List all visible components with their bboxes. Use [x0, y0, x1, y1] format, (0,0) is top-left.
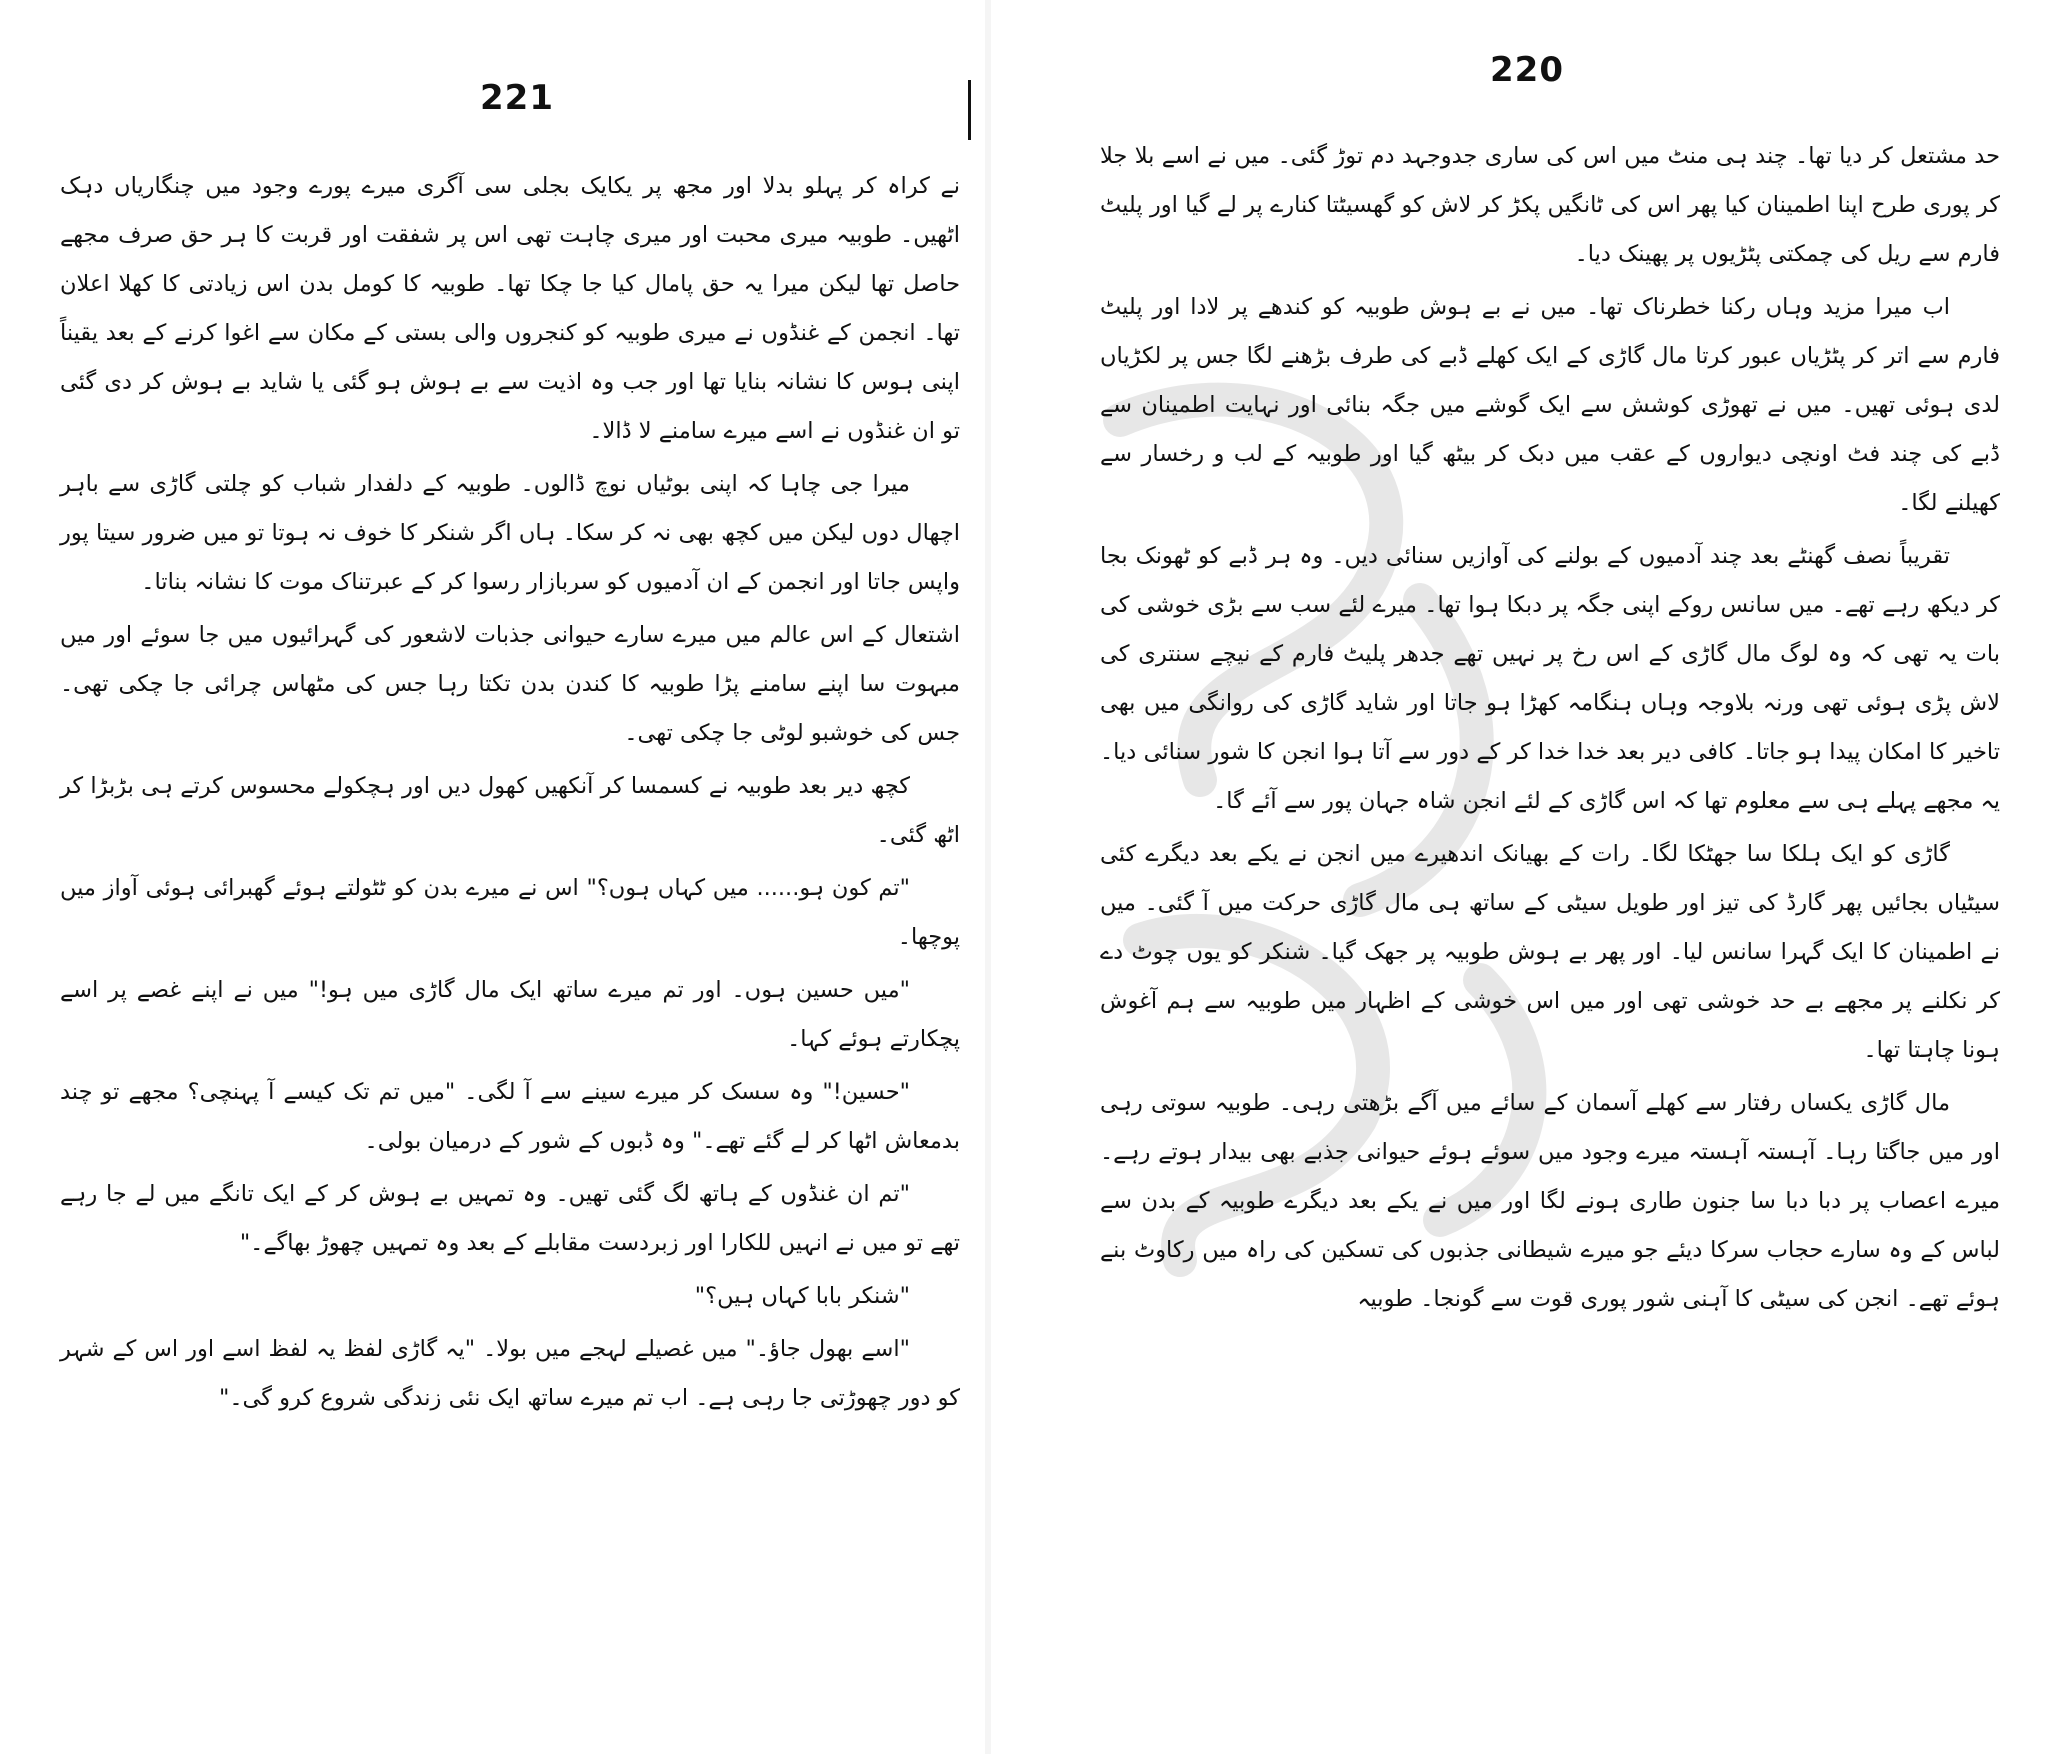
- right-page-text: [1100, 132, 2000, 1328]
- paragraph: گاڑی کو ایک ہلکا سا جھٹکا لگا۔ رات کے بھیانک اندھیرے میں انجن نے یکے بعد دیگرے کئی سیٹیاں بجائیں پھر گارڈ کی تیز اور طویل سیٹی کے ساتھ ہی مال گاڑی حرکت میں آ گئی۔ میں نے اطمینان کا ایک گہرا سانس لیا۔ اور پھر بے ہوش طوبیہ پر جھک گیا۔ شنکر کو یوں چوٹ دے کر نکلنے پر مجھے بے حد خوشی تھی اور میں اس خوشی کے اظہار میں طوبیہ سے ہم آغوش ہونا چاہتا تھا۔: [1100, 841, 2000, 1063]
- paragraph: کچھ دیر بعد طوبیہ نے کسمسا کر آنکھیں کھول دیں اور ہچکولے محسوس کرتے ہی بڑبڑا کر اٹھ گئی۔: [60, 773, 960, 848]
- paragraph: "میں حسین ہوں۔ اور تم میرے ساتھ ایک مال گاڑی میں ہو!" میں نے اپنے غصے پر اسے پچکارتے ہوئے کہا۔: [60, 977, 960, 1052]
- page-number-right: 220: [1490, 50, 1564, 90]
- paragraph: میرا جی چاہا کہ اپنی بوٹیاں نوچ ڈالوں۔ طوبیہ کے دلفدار شباب کو چلتی گاڑی سے باہر اچھال دوں لیکن میں کچھ بھی نہ کر سکا۔ ہاں اگر شنکر کا خوف نہ ہوتا تو میں ضرور سیتا پور واپس جاتا اور انجمن کے ان آدمیوں کو سربازار رسوا کر کے عبرتناک موت کا نشانہ بناتا۔: [60, 471, 960, 595]
- gutter-rule: [968, 80, 971, 140]
- paragraph: "تم کون ہو...... میں کہاں ہوں؟" اس نے میرے بدن کو ٹٹولتے ہوئے گھبرائی ہوئی آواز میں پوچھا۔: [60, 875, 960, 950]
- paragraph: "شنکر بابا کہاں ہیں؟": [694, 1283, 910, 1309]
- right-page: [1050, 0, 2048, 1754]
- paragraph: مال گاڑی یکساں رفتار سے کھلے آسمان کے سائے میں آگے بڑھتی رہی۔ طوبیہ سوتی رہی اور میں جاگتا رہا۔ آہستہ آہستہ میرے وجود میں سوئے ہوئے حیوانی جذبے بھی بیدار ہوتے رہے۔ میرے اعصاب پر دبا دبا سا جنون طاری ہونے لگا اور میں نے یکے بعد دیگرے طوبیہ کے بدن سے لباس کے وہ سارے حجاب سرکا دیئے جو میرے شیطانی جذبوں کی تسکین کی راہ میں رکاوٹ بنے ہوئے تھے۔ انجن کی سیٹی کا آہنی شور پوری قوت سے گونجا۔ طوبیہ: [1100, 1090, 2000, 1312]
- book-gutter: [985, 0, 991, 1754]
- paragraph: "اسے بھول جاؤ۔" میں غصیلے لہجے میں بولا۔ "یہ گاڑی لفظ یہ لفظ اسے اور اس کے شہر کو دور چھوڑتی جا رہی ہے۔ اب تم میرے ساتھ ایک نئی زندگی شروع کرو گی۔": [60, 1336, 960, 1411]
- paragraph: "تم ان غنڈوں کے ہاتھ لگ گئی تھیں۔ وہ تمہیں بے ہوش کر کے ایک تانگے میں لے جا رہے تھے تو میں نے انہیں للکارا اور زبردست مقابلے کے بعد وہ تمہیں چھوڑ بھاگے۔": [60, 1181, 960, 1256]
- paragraph: اشتعال کے اس عالم میں میرے سارے حیوانی جذبات لاشعور کی گہرائیوں میں جا سوئے اور میں مبہوت سا اپنے سامنے پڑا طوبیہ کا کندن بدن تکتا رہا جس کی مٹھاس چرائی جا چکی تھی۔ جس کی خوشبو لوٹی جا چکی تھی۔: [60, 622, 960, 746]
- paragraph: حد مشتعل کر دیا تھا۔ چند ہی منٹ میں اس کی ساری جدوجہد دم توڑ گئی۔ میں نے اسے بلا جلا کر پوری طرح اپنا اطمینان کیا پھر اس کی ٹانگیں پکڑ کر لاش کو گھسیٹتا کنارے پر لے گیا اور پلیٹ فارم سے ریل کی چمکتی پٹڑیوں پر پھینک دیا۔: [1100, 143, 2000, 267]
- left-page-text: [60, 162, 960, 1427]
- page-number-left: 221: [480, 78, 554, 118]
- paragraph: "حسین!" وہ سسک کر میرے سینے سے آ لگی۔ "میں تم تک کیسے آ پہنچی؟ مجھے تو چند بدمعاش اٹھا کر لے گئے تھے۔" وہ ڈبوں کے شور کے درمیان بولی۔: [60, 1079, 960, 1154]
- paragraph: تقریباً نصف گھنٹے بعد چند آدمیوں کے بولنے کی آوازیں سنائی دیں۔ وہ ہر ڈبے کو ٹھونک بجا کر دیکھ رہے تھے۔ میں سانس روکے اپنی جگہ پر دبکا ہوا تھا۔ میرے لئے سب سے بڑی خوشی کی بات یہ تھی کہ وہ لوگ مال گاڑی کے اس رخ پر نہیں تھے جدھر پلیٹ فارم کے نیچے سنتری کی لاش پڑی ہوئی تھی ورنہ بلاوجہ وہاں ہنگامہ کھڑا ہو جاتا اور شاید گاڑی کی روانگی میں بھی تاخیر کا امکان پیدا ہو جاتا۔ کافی دیر بعد خدا خدا کر کے دور سے آتا ہوا انجن کا شور سنائی دیا۔ یہ مجھے پہلے ہی سے معلوم تھا کہ اس گاڑی کے لئے انجن شاہ جہان پور سے آئے گا۔: [1100, 543, 2000, 814]
- paragraph: نے کراہ کر پہلو بدلا اور مجھ پر یکایک بجلی سی آگری میرے پورے وجود میں چنگاریاں دہک اٹھیں۔ طوبیہ میری محبت اور میری چاہت تھی اس پر شفقت اور قربت کا ہر حق صرف مجھے حاصل تھا لیکن میرا یہ حق پامال کیا جا چکا تھا۔ طوبیہ کا کومل بدن اس زیادتی کا کھلا اعلان تھا۔ انجمن کے غنڈوں نے میری طوبیہ کو کنجروں والی بستی کے مکان سے اغوا کرنے کے بعد یقیناً اپنی ہوس کا نشانہ بنایا تھا اور جب وہ اذیت سے بے ہوش ہو گئی یا شاید بے ہوش کر دی گئی تو ان غنڈوں نے اسے میرے سامنے لا ڈالا۔: [60, 173, 960, 444]
- left-page: [0, 0, 980, 1754]
- paragraph: اب میرا مزید وہاں رکنا خطرناک تھا۔ میں نے بے ہوش طوبیہ کو کندھے پر لادا اور پلیٹ فارم سے اتر کر پٹڑیاں عبور کرتا مال گاڑی کے ایک کھلے ڈبے کی طرف بڑھنے لگا جس پر لکڑیاں لدی ہوئی تھیں۔ میں نے تھوڑی کوشش سے ایک گوشے میں جگہ بنائی اور نہایت اطمینان سے ڈبے کی چند فٹ اونچی دیواروں کے عقب میں دبک کر بیٹھ گیا اور طوبیہ کے لب و رخسار سے کھیلنے لگا۔: [1100, 294, 2000, 516]
